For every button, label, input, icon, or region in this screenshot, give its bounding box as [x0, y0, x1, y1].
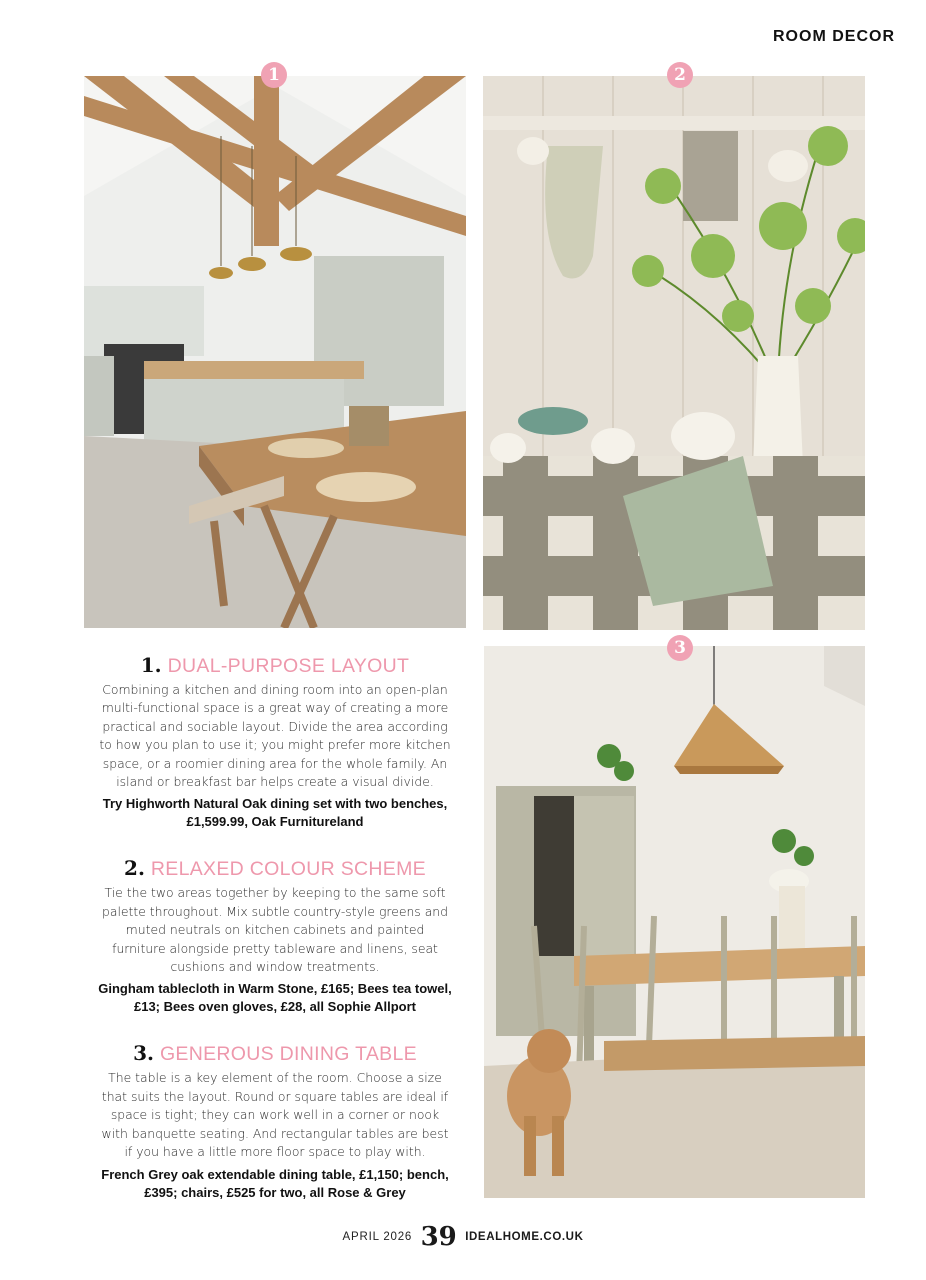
page-footer	[0, 1222, 926, 1252]
tip-credit: Gingham tablecloth in Warm Stone, £165; Bees tea towel, £13; Bees oven gloves, £28, all Sophie Allport	[98, 981, 452, 1015]
photo-dining-room	[484, 646, 865, 1198]
site-url: IDEALHOME.CO.UK	[465, 1231, 584, 1243]
tip-credit: French Grey oak extendable dining table, £1,150; bench, £395; chairs, £525 for two, all Rose & Grey	[101, 1166, 449, 1200]
tip-number: 2.	[124, 856, 145, 881]
tip-heading	[98, 855, 452, 882]
tip-title: DUAL-PURPOSE LAYOUT	[167, 655, 410, 677]
tip-credit: Try Highworth Natural Oak dining set with two benches, £1,599.99, Oak Furnitureland	[102, 796, 448, 830]
tip-title: GENEROUS DINING TABLE	[159, 1043, 417, 1066]
tip-2	[98, 855, 452, 1016]
badge-photo-2: 2	[667, 62, 693, 88]
tip-heading	[98, 1040, 452, 1067]
badge-photo-1: 1	[261, 62, 287, 88]
tip-heading	[98, 652, 452, 679]
tip-body: Tie the two areas together by keeping to the same soft palette throughout. Mix subtle country-style greens and muted neutrals on kitchen cabinets and painted furniture alongside pretty tableware and linens, seat cushions and window treatments.	[101, 885, 449, 975]
tip-body: Combining a kitchen and dining room into an open-plan multi-functional space is a great way of creating a more practical and sociable layout. Divide the area according to how you plan to use it; you might prefer more kitchen space, or a roomier dining area for the whole family. An island or breakfast bar helps create a visual divide.	[99, 682, 451, 790]
photo-tableware	[483, 76, 865, 630]
tip-body: The table is a key element of the room. Choose a size that suits the layout. Round or square tables are ideal if space is tight; they can work well in a corner or nook with banquette seating. And rectangular tables are best if you have a little more floor space to play with.	[101, 1070, 449, 1160]
section-label: ROOM DECOR	[773, 28, 895, 45]
tip-number: 3.	[133, 1041, 154, 1066]
badge-photo-3: 3	[667, 635, 693, 661]
tip-title: RELAXED COLOUR SCHEME	[150, 858, 426, 881]
photo-kitchen-diner	[84, 76, 466, 628]
tip-number: 1.	[140, 653, 162, 677]
tip-1	[98, 652, 452, 831]
issue-date: APRIL 2026	[342, 1231, 413, 1243]
tip-3	[98, 1040, 452, 1201]
tips-column	[98, 652, 452, 1217]
page-number: 39	[420, 1222, 457, 1252]
